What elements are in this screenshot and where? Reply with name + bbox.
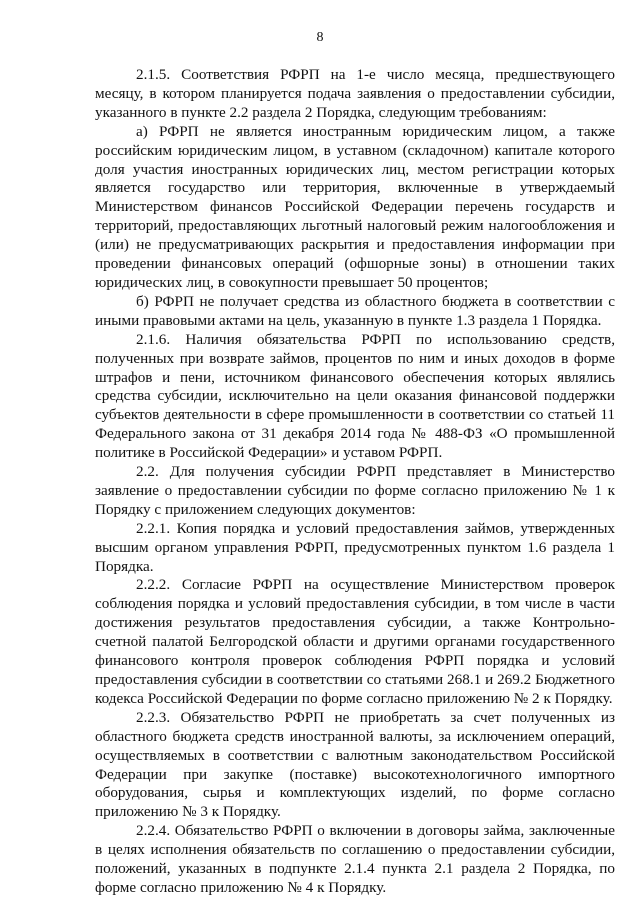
paragraph-2-2: 2.2. Для получения субсидии РФРП представляет в Министерство заявление о предоставлении субсидии по форме согласно приложению № 1 к Порядку с приложением следующих документов: [95,463,615,518]
page-number: 8 [316,30,324,45]
paragraph-2-2-2: 2.2.2. Согласие РФРП на осуществление Министерством проверок соблюдения порядка и условий предоставления субсидии, в том числе в части достижения результатов предоставления субсидии, а также Контрольно-счетной палатой Белгородской области и другими органами государственного финансового контроля проверок соблюдения РФРП порядка и условий предоставления субсидии в соответствии со статьями 268.1 и 269.2 Бюджетного кодекса Российской Федерации по форме согласно приложению № 2 к Порядку. [95,576,615,707]
paragraph-2-1-5: 2.1.5. Соответствия РФРП на 1-е число месяца, предшествующего месяцу, в котором планируется подача заявления о предоставлении субсидии, указанного в пункте 2.2 раздела 2 Порядка, следующим требованиям: [95,66,615,121]
paragraph-2-1-5-a: а) РФРП не является иностранным юридическим лицом, а также российским юридическим лицом, в уставном (складочном) капитале которого доля участия иностранных юридических лиц, местом регистрации которых является государство или территория, включенные в утверждаемый Министерством финансов Российской Федерации перечень государств и территорий, предоставляющих льготный налоговый режим налогообложения и (или) не предусматривающих раскрытия и предоставления информации при проведении финансовых операций (офшорные зоны) в отношении таких юридических лиц, в совокупности превышает 50 процентов; [95,122,615,291]
paragraph-2-2-1: 2.2.1. Копия порядка и условий предоставления займов, утвержденных высшим органом управления РФРП, предусмотренных пунктом 1.6 раздела 1 Порядка. [95,519,615,575]
document-body [95,66,615,898]
paragraph-2-2-3: 2.2.3. Обязательство РФРП не приобретать за счет полученных из областного бюджета средств иностранной валюты, за исключением операций, осуществляемых в соответствии с валютным законодательством Российской Федерации при закупке (поставке) высокотехнологичного импортного оборудования, сырья и комплектующих изделий, по форме согласно приложению № 3 к Порядку. [95,708,615,821]
paragraph-2-1-5-b: б) РФРП не получает средства из областного бюджета в соответствии с иными правовыми актами на цель, указанную в пункте 1.3 раздела 1 Порядка. [95,292,615,329]
paragraph-2-1-6: 2.1.6. Наличия обязательства РФРП по использованию средств, полученных при возврате займов, процентов по ним и иных доходов в форме штрафов и пени, источником финансового обеспечения которых являлись средства субсидии, исключительно на цели оказания финансовой поддержки субъектов деятельности в сфере промышленности в соответствии со статьей 11 Федерального закона от 31 декабря 2014 года № 488-ФЗ «О промышленной политике в Российской Федерации» и уставом РФРП. [95,330,615,462]
paragraph-2-2-4: 2.2.4. Обязательство РФРП о включении в договоры займа, заключенные в целях исполнения обязательств по соглашению о предоставлении субсидии, положений, указанных в подпункте 2.1.4 пункта 2.1 раздела 2 Порядка, по форме согласно приложению № 4 к Порядку. [95,822,615,896]
